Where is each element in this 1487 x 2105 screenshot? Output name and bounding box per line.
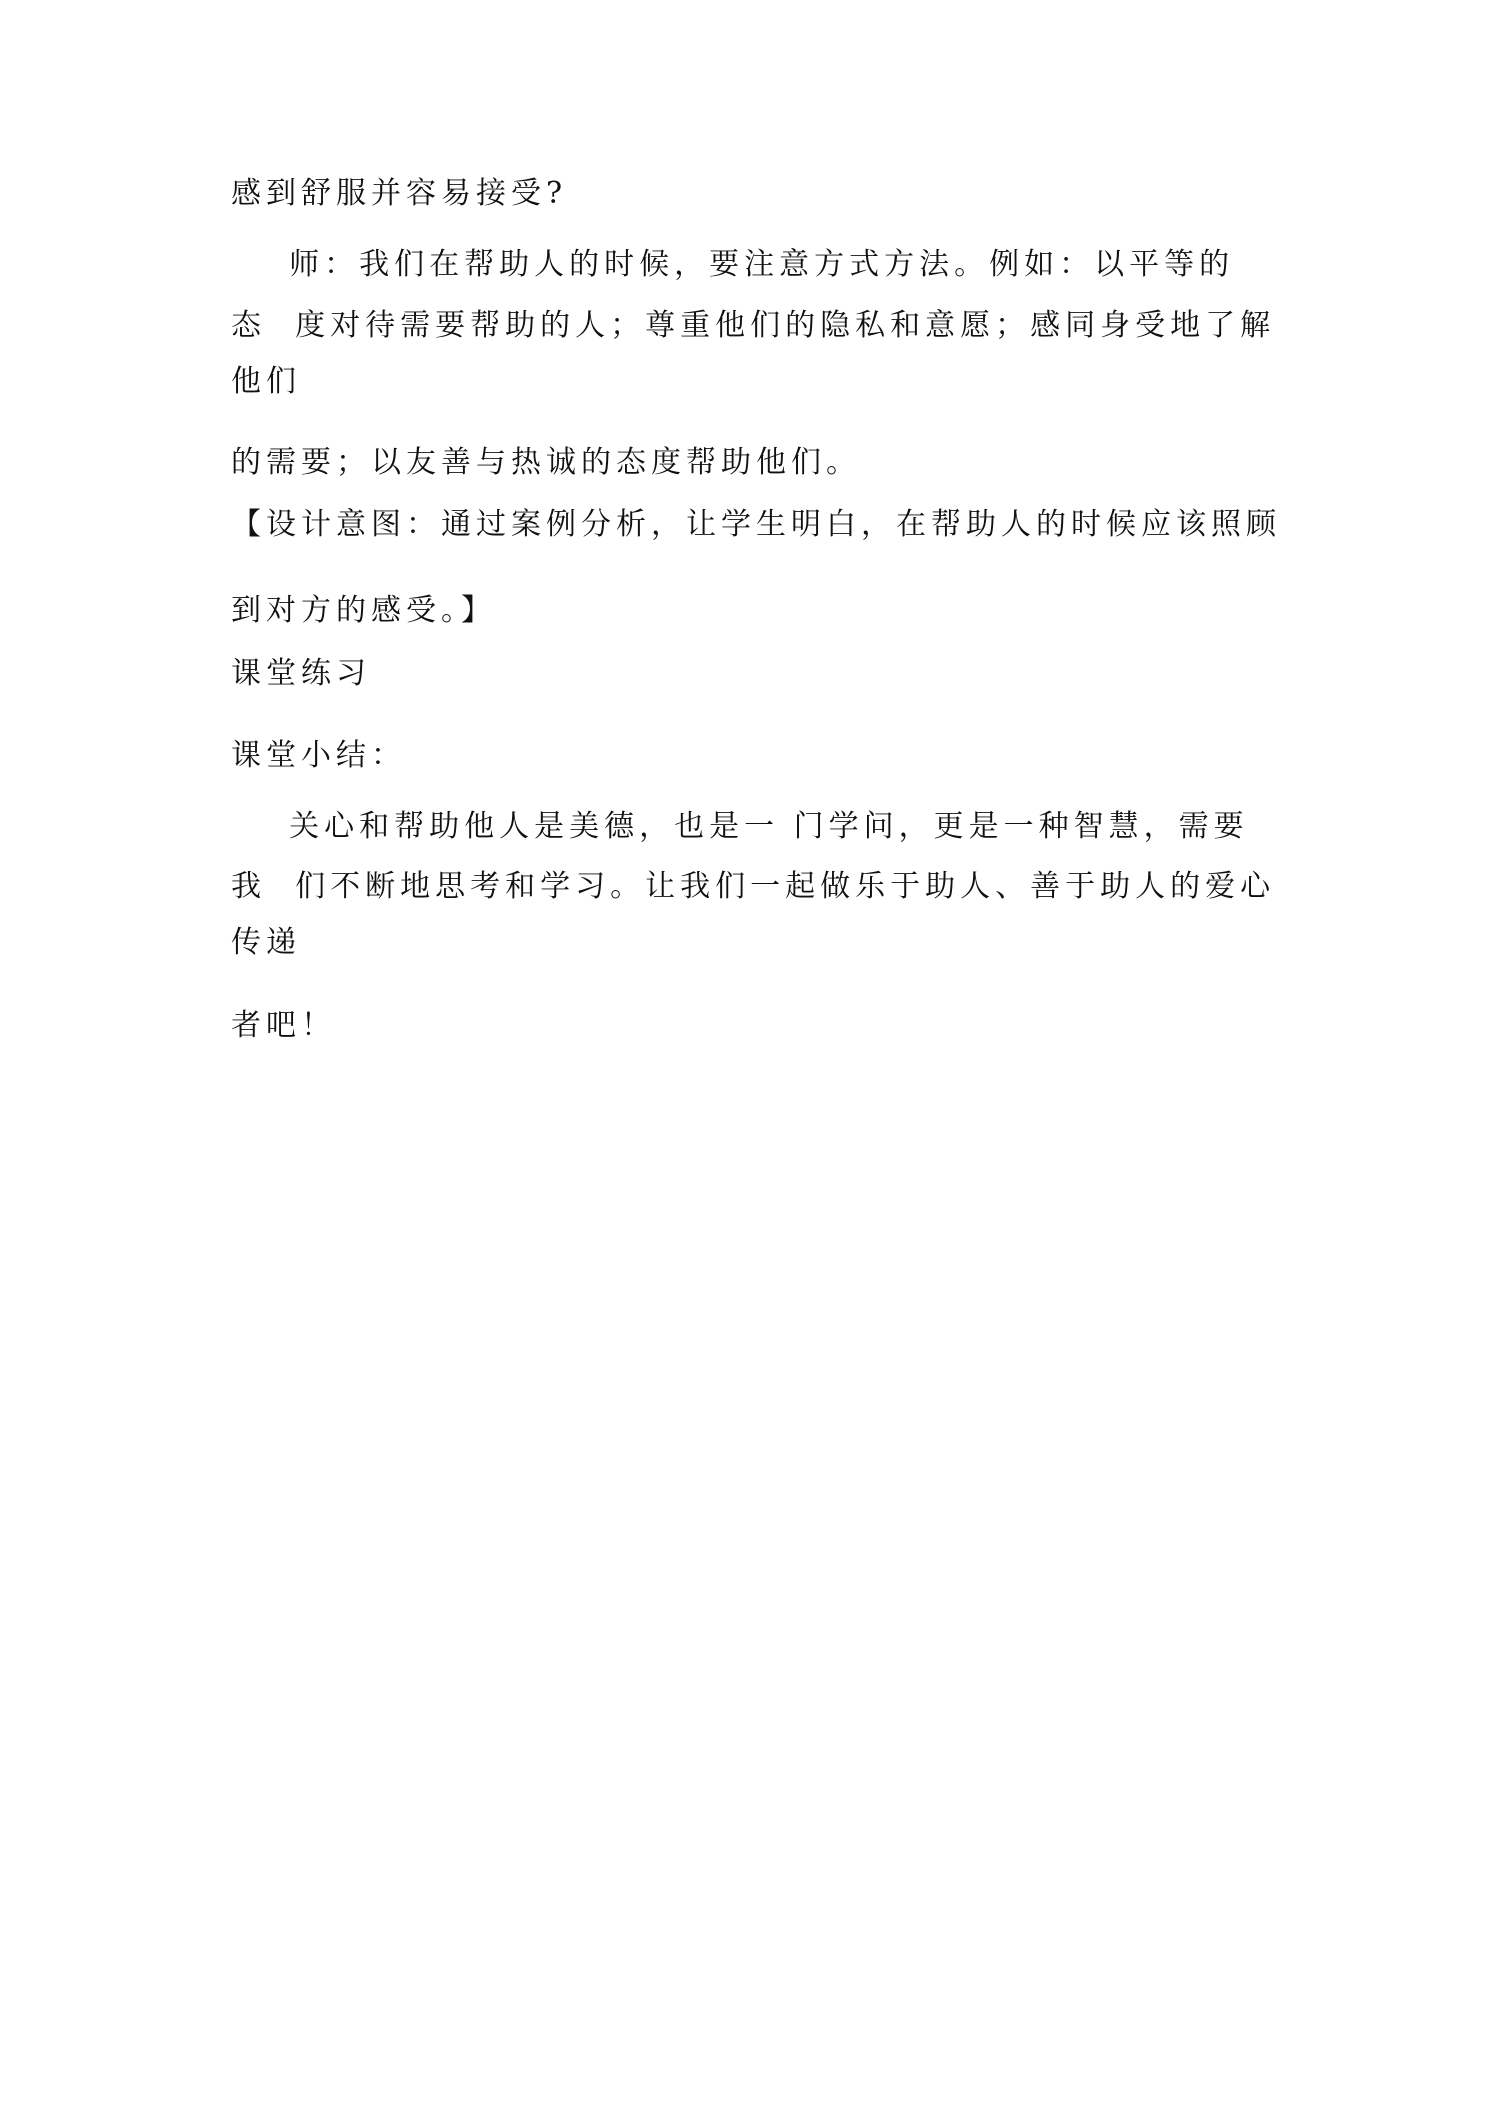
text-line-question-end: 感到舒服并容易接受? (231, 176, 568, 211)
summary-line-1: 关心和帮助他人是美德，也是一 门学问，更是一种智慧，需要 (231, 809, 1249, 844)
text-line-teacher-intro: 师：我们在帮助人的时候，要注意方式方法。例如：以平等的 (231, 247, 1235, 282)
summary-line-4: 者吧！ (231, 1008, 336, 1043)
design-intent-line-1: 【设计意图：通过案例分析，让学生明白，在帮助人的时候应该照顾 (231, 507, 1281, 542)
summary-line-3: 传递 (231, 925, 301, 960)
section-heading-practice: 课堂练习 (231, 656, 371, 691)
text-line-attitude: 态 度对待需要帮助的人；尊重他们的隐私和意愿；感同身受地了解 (231, 308, 1276, 343)
text-line-needs: 的需要；以友善与热诚的态度帮助他们。 (231, 445, 861, 480)
text-line-them: 他们 (231, 364, 301, 399)
section-heading-summary: 课堂小结： (231, 738, 406, 773)
design-intent-line-2: 到对方的感受。】 (231, 593, 496, 628)
summary-line-2: 我 们不断地思考和学习。让我们一起做乐于助人、善于助人的爱心 (231, 869, 1276, 904)
